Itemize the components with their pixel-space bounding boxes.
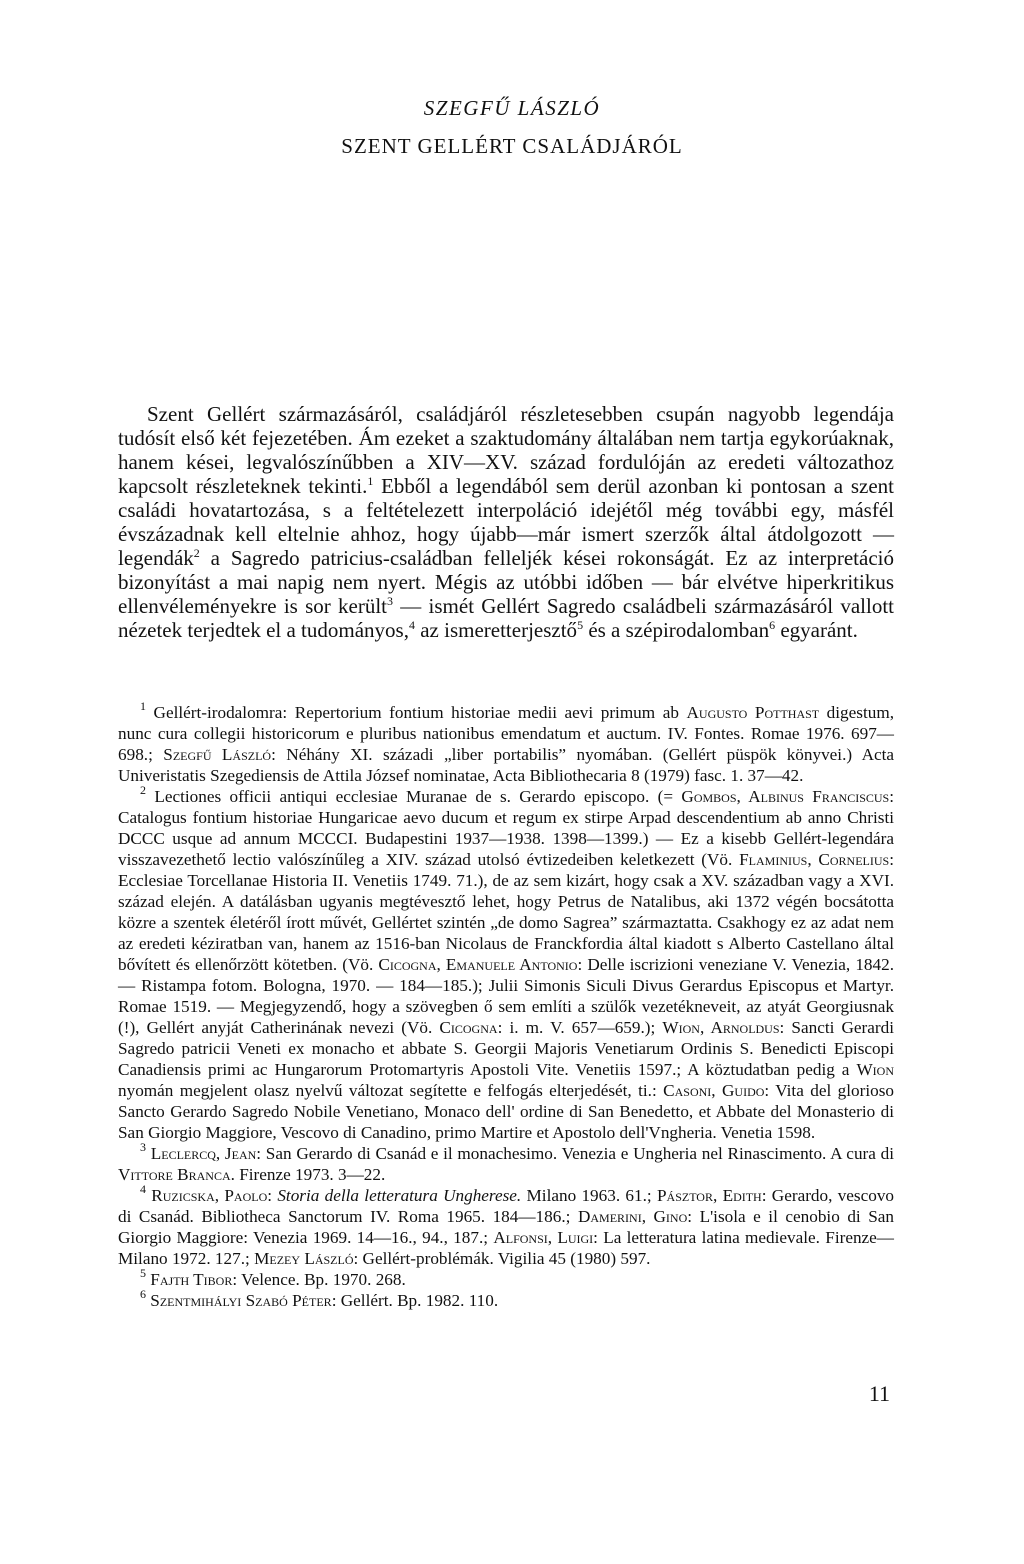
- page-number: 11: [868, 1381, 890, 1406]
- body-text-segment: Ebből a legendából sem derül azonban ki pontosan a szent családi hovatartozása, s a feltételezett interpoláció idejétől még további egy, másfél évszázadnak kell eltelnie ahhoz, hogy újabb—már ismert szerzők által átdolgozott —legendák: [118, 474, 894, 570]
- footnote-text: : Néhány XI. századi „liber portabilis” nyomában. (Gellért püspök könyvei.) Acta Univeristatis Szegediensis de Attila József nominatae, Acta Bibliothecaria 8 (1979) fasc. 1. 37—42.: [118, 745, 895, 785]
- footnote-text: Lectiones officii antiqui ecclesiae Muranae de s. Gerardo episcopo. (=: [146, 787, 682, 806]
- footnote-number: 3: [140, 1140, 146, 1154]
- footnote-number: 6: [140, 1287, 146, 1301]
- body-paragraph: [118, 402, 894, 642]
- footnote-ref: 5: [577, 618, 584, 632]
- footnote-text: : La letteratura latina medievale. Firenze—Milano 1972. 127.;: [118, 1228, 894, 1268]
- footnote-ref: 6: [769, 618, 776, 632]
- footnote-text: digestum, nunc cura collegii historicorum e pluribus nationibus emendatum et auctum. IV. Fontes. Romae 1976. 697—698.;: [118, 703, 894, 764]
- author-ref: Cicogna, Emanuele Antonio: [378, 955, 578, 974]
- footnote-text: nyomán megjelent olasz nyelvű változat segítette e felfogás elterjedését, ti.:: [118, 1081, 664, 1100]
- article-title: SZENT GELLÉRT CSALÁDJÁRÓL: [341, 134, 683, 158]
- body-text-segment: egyaránt.: [775, 618, 858, 642]
- author-ref: Mezey László: [254, 1249, 354, 1268]
- footnote-6: [118, 1287, 894, 1311]
- footnote-text: :: [267, 1186, 278, 1205]
- footnote-text: : Velence. Bp. 1970. 268.: [232, 1270, 406, 1289]
- footnote-ref: 3: [387, 594, 394, 608]
- author-ref: Casoni, Guido: [663, 1081, 765, 1100]
- author-ref: Augusto Potthast: [686, 703, 820, 722]
- footnote-4: [118, 1182, 895, 1269]
- footnote-text: : Catalogus fontium historiae Hungaricae aevo ducum et regum ex stirpe Arpad descendentium ab anno Christi DCCC usque ad annum MCCCI. Budapestini 1937—1938. 1398—1399.) — Ez a kisebb Gellért-legendára visszavezethető lectio valószínűleg a XIV. század utolsó évtizedeiben keletkezett (Vö.: [118, 787, 894, 869]
- footnote-text: Gellért-irodalomra: Repertorium fontium historiae medii aevi primum ab: [146, 703, 687, 722]
- footnote-2: [118, 783, 894, 1143]
- footnote-1: [118, 699, 895, 786]
- body-text-segment: Szent Gellért származásáról, családjáról részletesebben csupán nagyobb legendája tudósít első két fejezetében. Ám ezeket a szaktudomány általában nem tartja egykorúaknak, hanem kései, legvalószínűbben a XIV—XV. század fordulóján az eredeti változathoz kapcsolt részleteknek tekinti.: [118, 402, 894, 498]
- footnote-text: : Gellért-problémák. Vigilia 45 (1980) 597.: [353, 1249, 651, 1268]
- author-ref: Wion, Arnoldus: [662, 1018, 780, 1037]
- author-ref: Szentmihályi Szabó Péter: [150, 1291, 332, 1310]
- footnote-text: . Firenze 1973. 3—22.: [230, 1165, 386, 1184]
- footnote-text: : San Gerardo di Csanád e il monachesimo. Venezia e Ungheria nel Rinascimento. A cura di: [256, 1144, 894, 1163]
- footnote-text: : Ecclesiae Torcellanae Historia II. Venetiis 1749. 71.), de az sem kizárt, hogy csak a XV. században vagy a XVI. század elején. A datálásban ugyanis megtévesztő lehet, hogy Petrus de Natalibus, aki 1372 végén bocsátotta közre a szentek életéről írott művét, Gellértet szintén „de domo Sagrea” származtatta. Csakhogy ez az adat nem az eredeti kéziratban van, hanem az 1516-ban Nicolaus de Franckfordia által kiadott s Alberto Castellano által bővített és ellenőrzött kötetben. (Vö.: [118, 850, 894, 974]
- footnote-text: : i. m. V. 657—659.);: [497, 1018, 663, 1037]
- author-ref: Vittore Branca: [118, 1165, 231, 1184]
- author-ref: Cicogna: [439, 1018, 498, 1037]
- body-text-segment: — ismét Gellért Sagredo családbeli származásáról vallott nézetek terjedtek el a tudományos,: [118, 594, 894, 642]
- footnotes-section: [118, 699, 895, 1311]
- footnote-ref: 2: [193, 546, 200, 560]
- footnote-text: : Gellért. Bp. 1982. 110.: [331, 1291, 499, 1310]
- author-ref: Fajth Tibor: [150, 1270, 233, 1289]
- footnote-text: Milano 1963. 61.;: [521, 1186, 657, 1205]
- author-ref: Leclercq, Jean: [150, 1144, 257, 1163]
- author-ref: Damerini, Gino: [577, 1207, 688, 1226]
- footnote-number: 2: [140, 783, 146, 797]
- author-ref: Pásztor, Edith: [656, 1186, 762, 1205]
- body-text-segment: az ismeretterjesztő: [414, 618, 578, 642]
- body-text-segment: a Sagredo patricius-családban felleljék kései rokonságát. Ez az interpretáció bizonyítást a mai napig nem nyert. Mégis az utóbbi időben — bár elvétve hiperkritikus ellenvéleményekre is sor került: [118, 546, 894, 618]
- footnote-ref: 4: [408, 618, 415, 632]
- footnote-3: [118, 1140, 894, 1185]
- footnote-text: : Gerardo, vescovo di Csanád. Bibliotheca Sanctorum IV. Roma 1965. 184—186.;: [118, 1186, 895, 1226]
- footnote-number: 4: [140, 1182, 146, 1196]
- footnote-text: : Vita del glorioso Sancto Gerardo Sagredo Nobile Venetiano, Monaco dell' ordine di San Benedetto, et Abbate del Monasterio di San Giorgio Maggiore, Vescovo di Canadino, primo Martire et Apostolo dell'Vngheria. Venetia 1598.: [118, 1081, 894, 1142]
- author-ref: Ruzicska, Paolo: [151, 1186, 268, 1205]
- author-ref: Szegfű László: [163, 745, 272, 764]
- author-ref: Wion: [856, 1060, 894, 1079]
- footnote-text: : Delle iscrizioni veneziane V. Venezia, 1842. — Ristampa fotom. Bologna, 1970. — 184—185.); Julii Simonis Siculi Divus Gerardus Episcopus et Martyr. Romae 1519. — Megjegyzendő, hogy a szövegben ő sem említi a szülők vezetékneveit, az atyát Georgiusnak (!), Gellért anyját Catherinának nevezi (Vö.: [118, 955, 894, 1037]
- footnote-text: : L'isola e il cenobio di San Giorgio Maggiore: Venezia 1969. 14—16., 94., 187.;: [118, 1207, 894, 1247]
- footnote-number: 1: [140, 699, 146, 713]
- footnote-5: [118, 1266, 894, 1290]
- body-text-segment: és a szépirodalomban: [583, 618, 770, 642]
- italic-title: Storia della letteratura Ungherese.: [277, 1186, 522, 1205]
- author-name: SZEGFŰ LÁSZLÓ: [423, 96, 601, 120]
- footnote-ref: 1: [367, 474, 374, 488]
- author-ref: Alfonsi, Luigi: [493, 1228, 594, 1247]
- footnote-number: 5: [140, 1266, 146, 1280]
- footnote-text: : Sancti Gerardi Sagredo patricii Veneti ex monacho et abbate S. Georgii Majoris Venetiarum Ordinis S. Benedicti Episcopi Canadiensis primi ac Hungarorum Protomartyris Apostoli Vite. Venetiis 1597.; A köztudatban pedig a: [118, 1018, 894, 1079]
- author-ref: Flaminius, Cornelius: [739, 850, 890, 869]
- author-ref: Gombos, Albinus Franciscus: [681, 787, 890, 806]
